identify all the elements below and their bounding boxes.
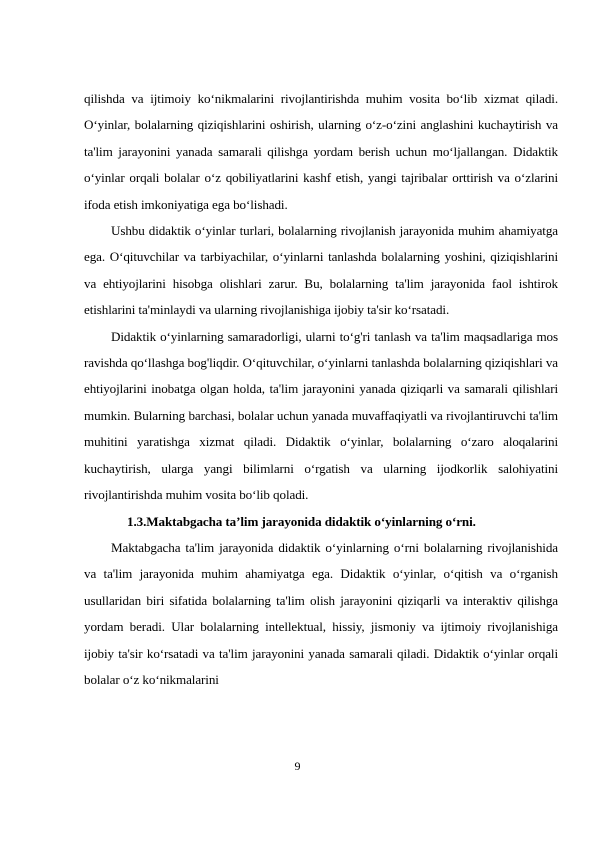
document-body <box>84 86 558 693</box>
paragraph-2: Ushbu didaktik o‘yinlar turlari, bolalarning rivojlanish jarayonida muhim ahamiyatga ega. O‘qituvchilar va tarbiyachilar, o‘yinlarni tanlashda bolalarning yoshini, qiziqishlarini va ehtiyojlarini hisobga olishlari zarur. Bu, bolalarning ta'lim jarayonida faol ishtirok etishlarini ta'minlaydi va ularning rivojlanishiga ijobiy ta'sir ko‘rsatadi. <box>84 223 558 318</box>
paragraph-1: qilishda va ijtimoiy ko‘nikmalarini rivojlantirishda muhim vosita bo‘lib xizmat qiladi. O‘yinlar, bolalarning qiziqishlarini oshirish, ularning o‘z-o‘zini anglashini kuchaytirish va ta'lim jarayonini yanada samarali qilishga yordam berish uchun mo‘ljallangan. Didaktik o‘yinlar orqali bolalar o‘z qobiliyatlarini kashf etish, yangi tajribalar orttirish va o‘zlarini ifoda etish imkoniyatiga ega bo‘lishadi. <box>84 91 558 212</box>
paragraph-4: Maktabgacha ta'lim jarayonida didaktik o‘yinlarning o‘rni bolalarning rivojlanishida va ta'lim jarayonida muhim ahamiyatga ega. Didaktik o‘yinlar, o‘qitish va o‘rganish usullaridan biri sifatida bolalarning ta'lim olish jarayonini qiziqarli va interaktiv qilishga yordam beradi. Ular bolalarning intellektual, hissiy, jismoniy va ijtimoiy rivojlanishiga ijobiy ta'sir ko‘rsatadi va ta'lim jarayonini yanada samarali qiladi. Didaktik o‘yinlar orqali bolalar o‘z ko‘nikmalarini <box>84 539 558 687</box>
paragraph-3: Didaktik o‘yinlarning samaradorligi, ularni to‘g'ri tanlash va ta'lim maqsadlariga mos ravishda qo‘llashga bog'liqdir. O‘qituvchilar, o‘yinlarni tanlashda bolalarning qiziqishlari va ehtiyojlarini inobatga olgan holda, ta'lim jarayonini yanada qiziqarli va samarali qilishlari mumkin. Bularning barchasi, bolalar uchun yanada muvaffaqiyatli va rivojlantiruvchi ta'lim muhitini yaratishga xizmat qiladi. Didaktik o‘yinlar, bolalarning o‘zaro aloqalarini kuchaytirish, ularga yangi bilimlarni o‘rgatish va ularning ijodkorlik salohiyatini rivojlantirishda muhim vosita bo‘lib qoladi. <box>84 328 558 503</box>
section-heading: 1.3.Maktabgacha ta’lim jarayonida didaktik o‘yinlarning o‘rni. <box>127 513 476 529</box>
page-number: 9 <box>294 759 301 773</box>
